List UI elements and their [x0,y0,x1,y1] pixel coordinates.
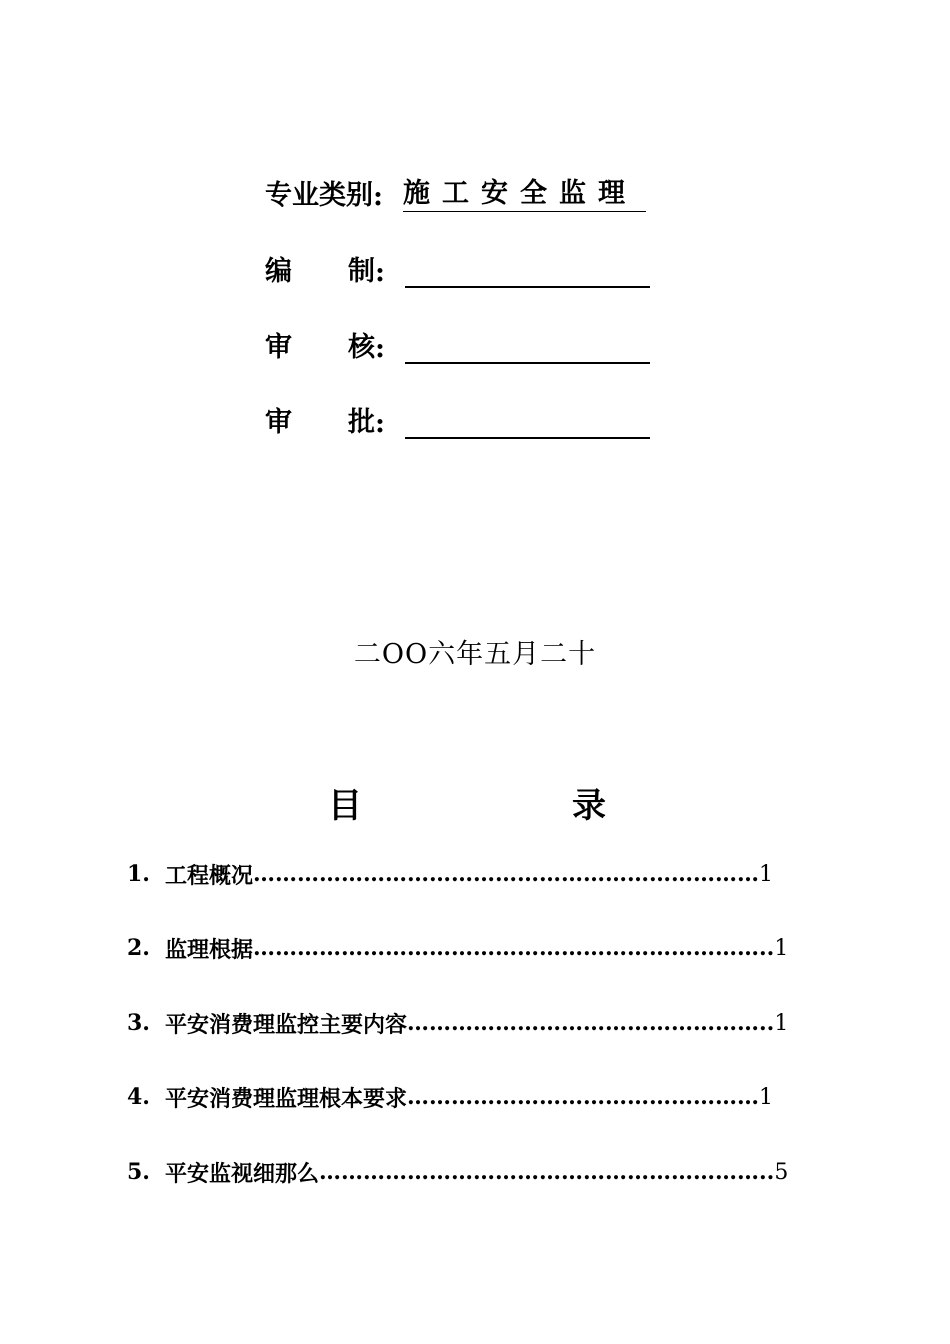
toc-title-first-char: 目 [328,786,362,826]
reviewed-label-first: 审 [265,332,292,363]
reviewed-field [265,324,650,364]
toc-item-leader: …………………………………………………………….. [253,935,775,961]
toc-item-title: 平安消费理监理根本要求 [165,1085,408,1112]
toc-item-number: 4. [127,1084,150,1110]
toc-item-leader: ………………………………………… [407,1084,760,1110]
compiled-colon: : [375,257,385,288]
toc-item-title: 监理根据 [165,936,254,963]
toc-item[interactable] [127,858,773,890]
document-date: 二OO六年五月二十 [353,639,597,670]
toc-item-number: 5. [127,1159,150,1185]
toc-item-page: 1 [774,1010,789,1036]
specialty-field [265,172,646,212]
reviewed-label-second: 核 [348,332,375,363]
compiled-field [265,248,650,288]
compiled-blank-line [405,252,650,288]
toc-item-title: 平安监视细那么 [165,1160,320,1187]
reviewed-label [265,325,375,364]
reviewed-colon: : [375,333,385,364]
toc-title-second-char: 录 [572,786,606,826]
specialty-value: 施工安全监理 [403,177,646,212]
toc-item[interactable] [127,1007,788,1039]
toc-title [0,778,950,826]
toc-item-number: 1. [127,861,150,887]
toc-item-leader: …………………………………………………….. [319,1159,775,1185]
compiled-label-first: 编 [265,256,292,287]
approved-blank-line [405,403,650,439]
toc-item[interactable] [127,932,788,964]
toc-item-title: 工程概况 [165,862,254,889]
toc-item-number: 2. [127,935,150,961]
toc-item-page: 1 [774,935,789,961]
toc-item-title: 平安消费理监控主要内容 [165,1011,408,1038]
toc-item-page: 5 [774,1159,789,1185]
approved-label [265,400,375,439]
approved-colon: : [375,408,385,439]
specialty-label: 专业类别 [265,180,373,211]
approved-label-second: 批 [348,407,375,438]
approved-label-first: 审 [265,407,292,438]
approved-field [265,399,650,439]
toc-item-number: 3. [127,1010,150,1036]
toc-item-page: 1 [759,1084,774,1110]
toc-item-page: 1 [759,861,774,887]
reviewed-blank-line [405,328,650,364]
toc-item[interactable] [127,1156,788,1188]
compiled-label-second: 制 [348,256,375,287]
toc-item-leader: ………………………………………….. [407,1010,775,1036]
toc-item[interactable] [127,1081,773,1113]
specialty-colon: : [373,181,383,212]
compiled-label [265,249,375,288]
toc-item-leader: …………………………………………………………… [253,861,760,887]
